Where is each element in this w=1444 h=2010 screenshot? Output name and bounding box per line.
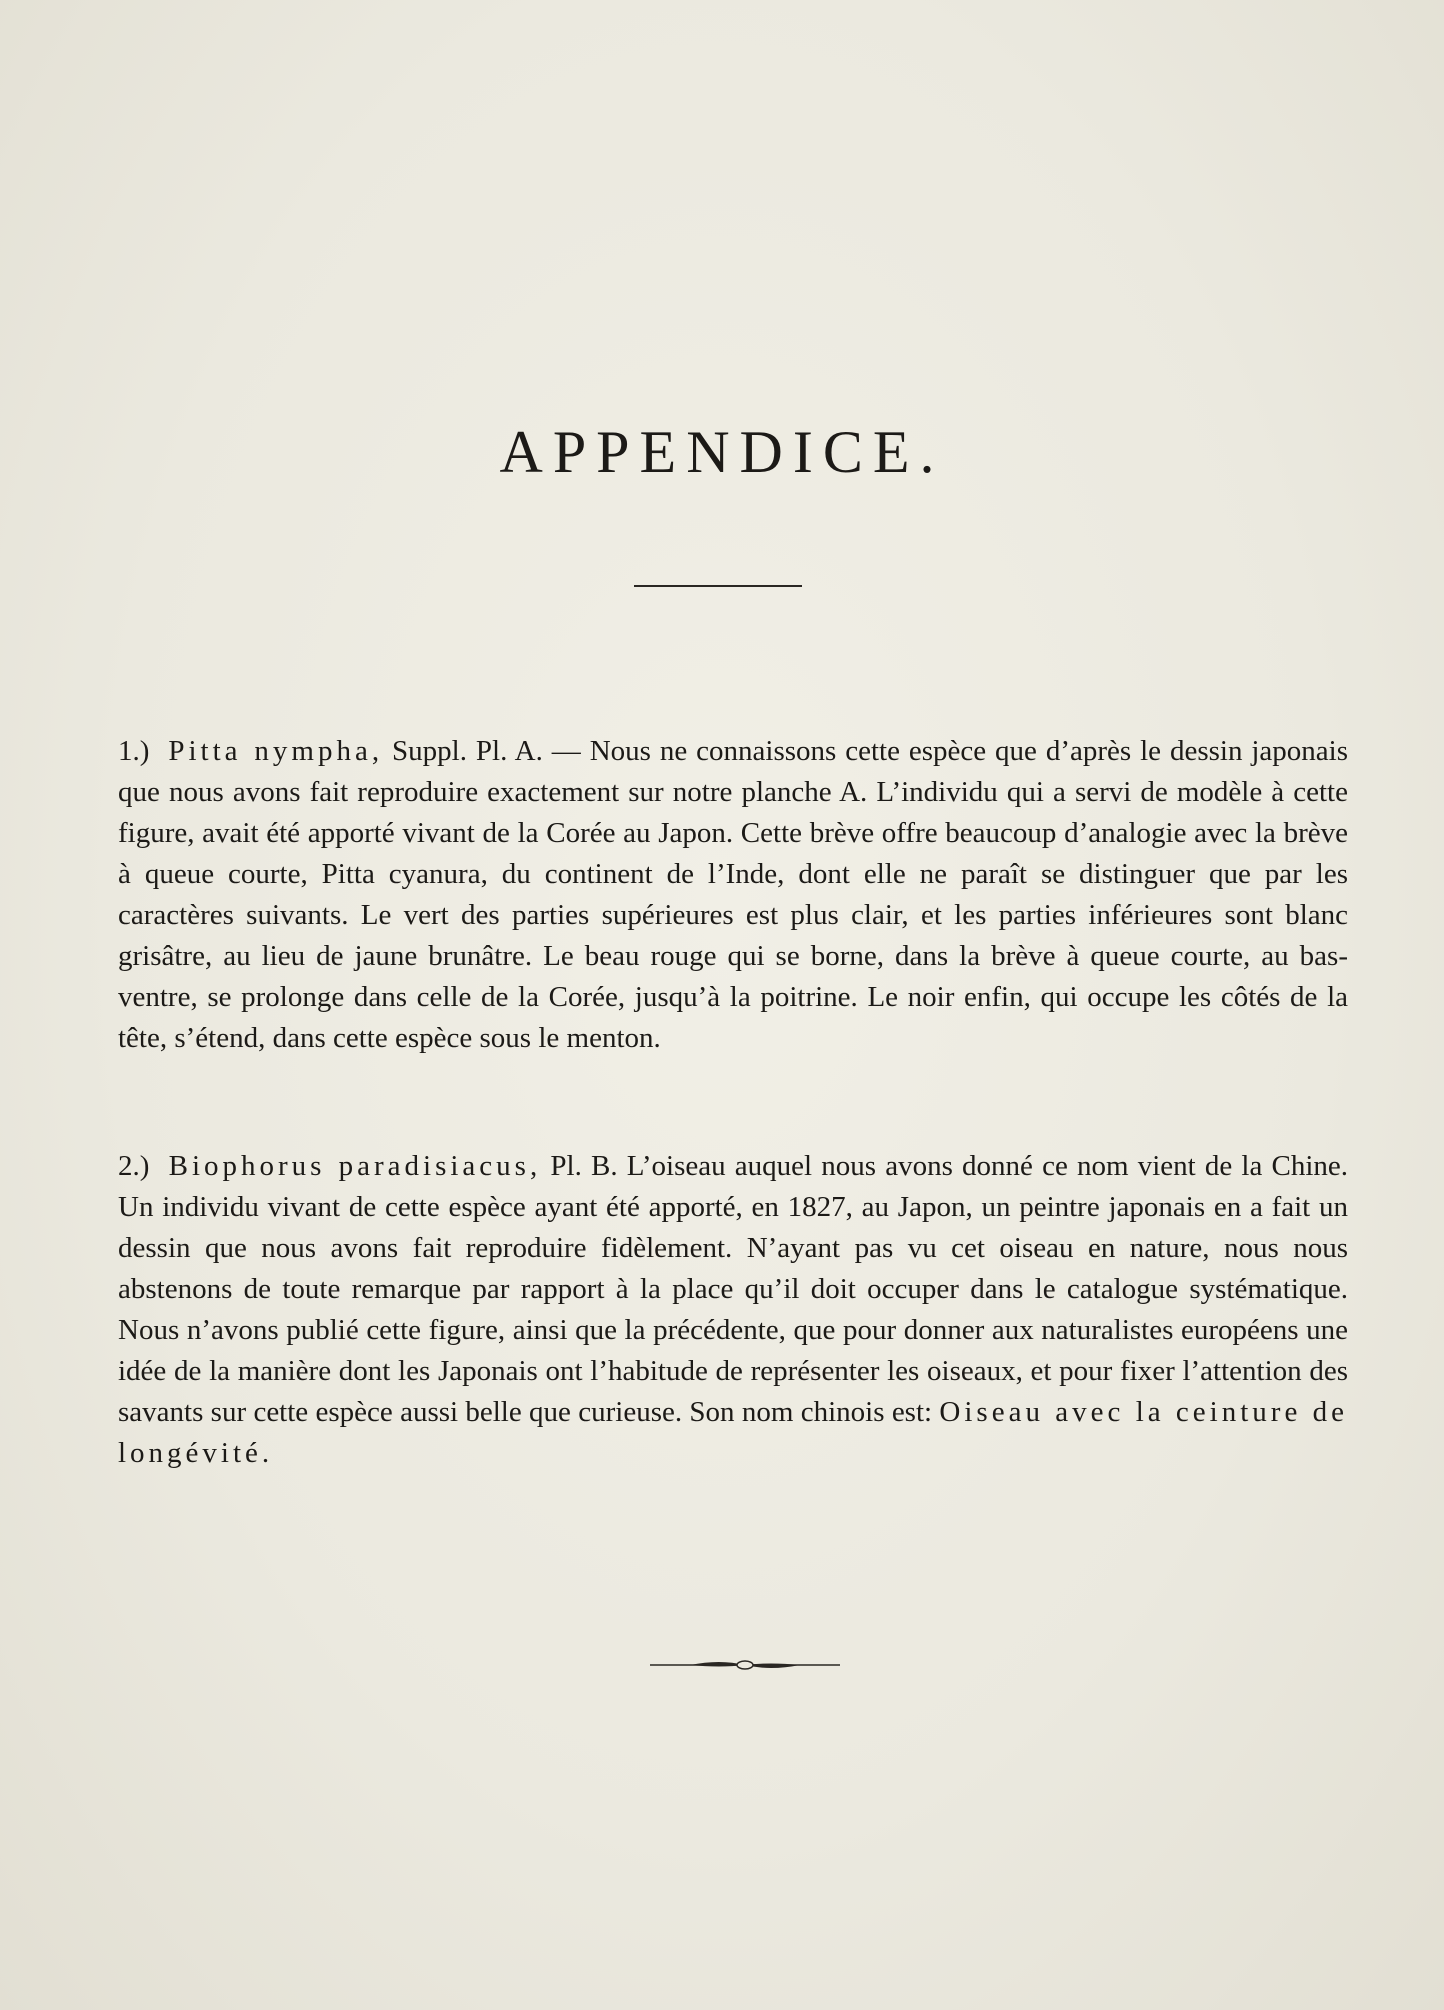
plate-reference: Suppl. Pl. A. — [392, 735, 543, 767]
paragraph-2 — [118, 1146, 1348, 1474]
paragraph-body: — Nous ne connaissons cette espèce que d’après le dessin japonais que nous avons fait reproduire exactement sur notre planche A. L’individu qui a servi de modèle à cette figure, avait été apporté vivant de la Corée au Japon. Cette brève offre beaucoup d’analogie avec la brève à queue courte, Pitta cyanura, du continent de l’Inde, dont elle ne paraît se distinguer que par les caractères suivants. Le vert des parties supérieures est plus clair, et les parties inférieures sont blanc grisâtre, au lieu de jaune brunâtre. Le beau rouge qui se borne, dans la brève à queue courte, au bas-ventre, se prolonge dans celle de la Corée, jusqu’à la poitrine. Le noir enfin, qui occupe les côtés de la tête, s’étend, dans cette espèce sous le menton. — [118, 735, 1349, 1054]
paragraph-1 — [118, 731, 1348, 1059]
species-name: Pitta nympha, — [168, 735, 384, 767]
tailpiece-ornament-icon — [650, 1658, 840, 1672]
species-name: Biophorus paradisiacus, — [168, 1150, 542, 1182]
paragraph-number: 2.) — [118, 1150, 150, 1182]
title-rule — [634, 585, 802, 587]
plate-reference: Pl. B. — [550, 1150, 618, 1182]
chinese-name: Oiseau avec la ceinture de longévité. — [118, 1396, 1349, 1469]
paragraph-number: 1.) — [118, 735, 150, 767]
paragraph-body: L’oiseau auquel nous avons donné ce nom vient de la Chine. Un individu vivant de cette espèce ayant été apporté, en 1827, au Japon, un peintre japonais en a fait un dessin que nous avons fait reproduire fidèlement. N’ayant pas vu cet oiseau en nature, nous nous abstenons de toute remarque par rapport à la place qu’il doit occuper dans le catalogue systématique. Nous n’avons publié cette figure, ainsi que la précédente, que pour donner aux naturalistes européens une idée de la manière dont les Japonais ont l’habitude de représenter les oiseaux, et pour fixer l’attention des savants sur cette espèce aussi belle que curieuse. Son nom chinois est: — [118, 1150, 1349, 1428]
page-title: APPENDICE. — [499, 419, 945, 485]
